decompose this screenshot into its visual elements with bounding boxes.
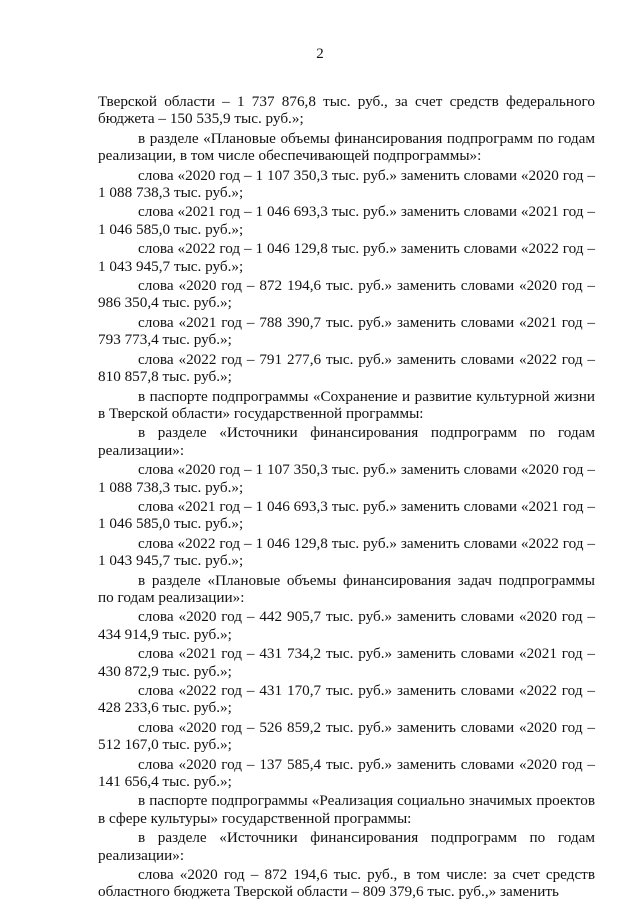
- paragraph: Тверской области – 1 737 876,8 тыс. руб., за счет средств федерального бюджета – 150 535,9 тыс. руб.»;: [98, 93, 595, 128]
- paragraph: в разделе «Источники финансирования подпрограмм по годам реализации»:: [98, 424, 595, 459]
- paragraph: в паспорте подпрограммы «Реализация социально значимых проектов в сфере культуры» государственной программы:: [98, 792, 595, 827]
- paragraph: слова «2020 год – 526 859,2 тыс. руб.» заменить словами «2020 год – 512 167,0 тыс. руб.»;: [98, 718, 595, 754]
- paragraph: в разделе «Плановые объемы финансирования задач подпрограммы по годам реализации»:: [98, 571, 595, 606]
- paragraph: слова «2021 год – 1 046 693,3 тыс. руб.» заменить словами «2021 год – 1 046 585,0 тыс. руб.»;: [98, 203, 595, 238]
- paragraph: слова «2022 год – 791 277,6 тыс. руб.» заменить словами «2022 год – 810 857,8 тыс. руб.»;: [98, 350, 595, 386]
- paragraph: слова «2022 год – 1 046 129,8 тыс. руб.» заменить словами «2022 год – 1 043 945,7 тыс. руб.»;: [98, 240, 595, 275]
- paragraph: в разделе «Источники финансирования подпрограмм по годам реализации»:: [98, 829, 595, 864]
- paragraph: слова «2022 год – 1 046 129,8 тыс. руб.» заменить словами «2022 год – 1 043 945,7 тыс. руб.»;: [98, 534, 595, 570]
- paragraph: слова «2021 год – 431 734,2 тыс. руб.» заменить словами «2021 год – 430 872,9 тыс. руб.»;: [98, 645, 595, 680]
- paragraph: слова «2021 год – 1 046 693,3 тыс. руб.» заменить словами «2021 год – 1 046 585,0 тыс. руб.»;: [98, 497, 595, 533]
- page-number: 2: [316, 46, 324, 62]
- paragraph: слова «2020 год – 442 905,7 тыс. руб.» заменить словами «2020 год – 434 914,9 тыс. руб.»;: [98, 608, 595, 643]
- paragraph: слова «2021 год – 788 390,7 тыс. руб.» заменить словами «2021 год – 793 773,4 тыс. руб.»;: [98, 313, 595, 349]
- paragraph: слова «2020 год – 137 585,4 тыс. руб.» заменить словами «2020 год – 141 656,4 тыс. руб.»;: [98, 755, 595, 791]
- paragraph: слова «2020 год – 1 107 350,3 тыс. руб.» заменить словами «2020 год – 1 088 738,3 тыс. руб.»;: [98, 461, 595, 496]
- paragraph: слова «2020 год – 872 194,6 тыс. руб.» заменить словами «2020 год – 986 350,4 тыс. руб.»;: [98, 277, 595, 312]
- paragraph: слова «2020 год – 872 194,6 тыс. руб., в том числе: за счет средств областного бюджета Тверской области – 809 379,6 тыс. руб.,» заменить: [98, 866, 595, 901]
- document-body: [98, 93, 595, 901]
- paragraph: в паспорте подпрограммы «Сохранение и развитие культурной жизни в Тверской области» государственной программы:: [98, 387, 595, 422]
- paragraph: слова «2020 год – 1 107 350,3 тыс. руб.» заменить словами «2020 год – 1 088 738,3 тыс. руб.»;: [98, 166, 595, 202]
- paragraph: слова «2022 год – 431 170,7 тыс. руб.» заменить словами «2022 год – 428 233,6 тыс. руб.»;: [98, 682, 595, 717]
- paragraph: в разделе «Плановые объемы финансирования подпрограмм по годам реализации, в том числе обеспечивающей подпрограммы»:: [98, 129, 595, 165]
